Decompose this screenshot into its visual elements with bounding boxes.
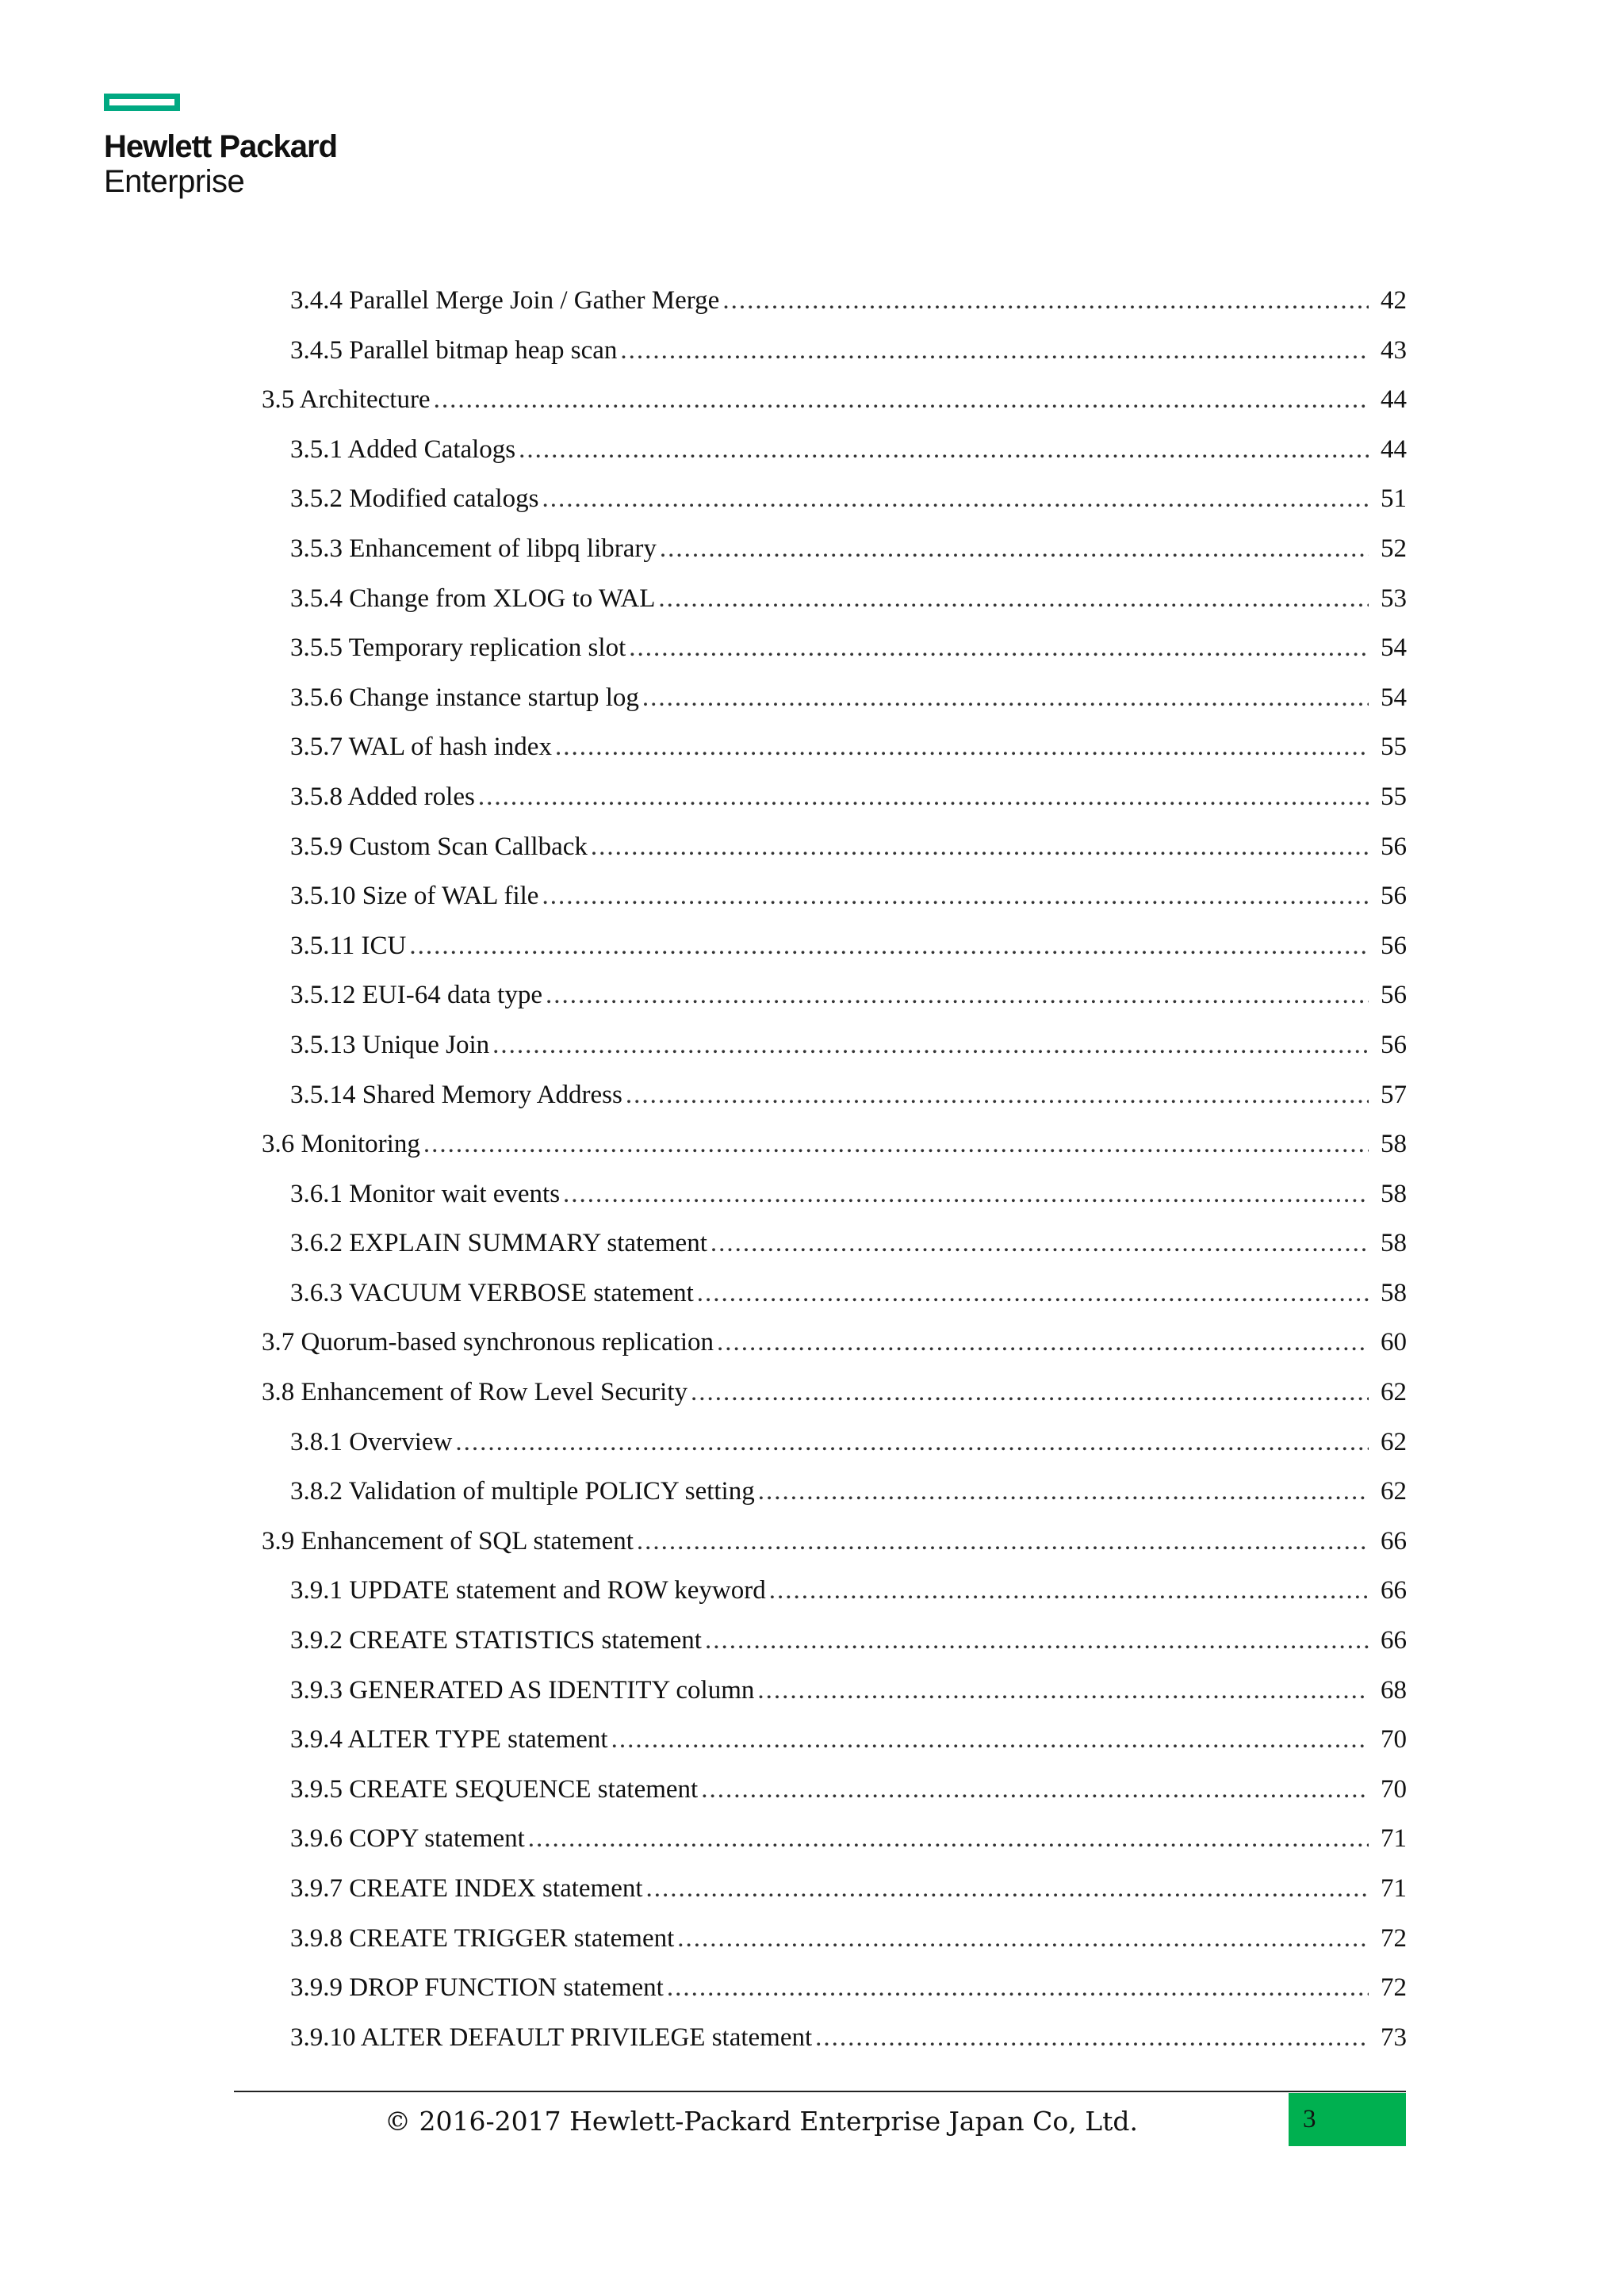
toc-entry[interactable] (262, 673, 1407, 723)
toc-dot-leader (667, 1963, 1369, 2012)
logo-text-line2: Enterprise (104, 164, 245, 199)
toc-entry-title: 3.9.7 CREATE INDEX statement (290, 1874, 643, 1903)
toc-dot-leader (646, 1864, 1369, 1913)
toc-entry-page: 56 (1381, 832, 1407, 861)
toc-entry[interactable] (262, 1169, 1407, 1219)
toc-entry-page: 55 (1381, 733, 1407, 762)
toc-entry-title: 3.5.9 Custom Scan Callback (290, 832, 588, 861)
toc-dot-leader (434, 375, 1369, 424)
toc-entry-title: 3.5.8 Added roles (290, 782, 475, 811)
toc-entry-page: 44 (1381, 434, 1407, 464)
toc-entry-page: 66 (1381, 1576, 1407, 1605)
toc-entry[interactable] (262, 425, 1407, 475)
toc-entry-page: 56 (1381, 882, 1407, 911)
toc-entry[interactable] (262, 772, 1407, 822)
toc-entry-title: 3.9.4 ALTER TYPE statement (290, 1725, 608, 1755)
toc-entry[interactable] (262, 1368, 1407, 1418)
toc-entry[interactable] (262, 921, 1407, 971)
toc-entry-title: 3.6 Monitoring (262, 1130, 420, 1159)
toc-entry-page: 66 (1381, 1526, 1407, 1556)
toc-entry-title: 3.4.4 Parallel Merge Join / Gather Merge (290, 286, 720, 315)
toc-dot-leader (611, 1715, 1369, 1764)
toc-entry-page: 56 (1381, 1030, 1407, 1059)
toc-entry-title: 3.8.1 Overview (290, 1427, 453, 1456)
footer-copyright: © 2016-2017 Hewlett-Packard Enterprise Japan Co, Ltd. (385, 2106, 1138, 2137)
toc-dot-leader (519, 425, 1369, 474)
toc-entry-page: 57 (1381, 1080, 1407, 1109)
toc-dot-leader (546, 970, 1369, 1020)
toc-dot-leader (705, 1616, 1369, 1665)
toc-dot-leader (815, 2013, 1369, 2062)
hpe-logo-mark (104, 94, 180, 111)
toc-entry[interactable] (262, 722, 1407, 772)
toc-entry[interactable] (262, 1566, 1407, 1616)
toc-dot-leader (455, 1418, 1369, 1467)
toc-entry-page: 70 (1381, 1725, 1407, 1755)
toc-entry[interactable] (262, 1914, 1407, 1964)
toc-entry-page: 66 (1381, 1626, 1407, 1655)
table-of-contents (262, 276, 1407, 2062)
footer-divider (234, 2091, 1406, 2092)
toc-entry-page: 52 (1381, 534, 1407, 563)
toc-dot-leader (660, 524, 1369, 573)
toc-dot-leader (677, 1914, 1369, 1963)
toc-entry-page: 44 (1381, 385, 1407, 415)
toc-entry-title: 3.9.3 GENERATED AS IDENTITY column (290, 1675, 755, 1705)
toc-entry-title: 3.9.1 UPDATE statement and ROW keyword (290, 1576, 766, 1605)
toc-entry-title: 3.4.5 Parallel bitmap heap scan (290, 335, 618, 365)
logo-text-line1: Hewlett Packard (104, 129, 338, 164)
toc-entry-page: 43 (1381, 335, 1407, 365)
toc-entry-title: 3.7 Quorum-based synchronous replication (262, 1328, 714, 1357)
toc-dot-leader (626, 1070, 1369, 1119)
toc-entry-page: 70 (1381, 1774, 1407, 1804)
toc-dot-leader (492, 1020, 1369, 1070)
toc-entry-title: 3.5.13 Unique Join (290, 1030, 490, 1059)
toc-dot-leader (542, 474, 1369, 523)
toc-dot-leader (620, 326, 1369, 375)
toc-entry-title: 3.9.9 DROP FUNCTION statement (290, 1973, 664, 2003)
toc-dot-leader (637, 1517, 1369, 1566)
toc-entry-title: 3.9.8 CREATE TRIGGER statement (290, 1923, 675, 1953)
toc-entry-page: 54 (1381, 683, 1407, 712)
toc-entry-title: 3.9 Enhancement of SQL statement (262, 1526, 634, 1556)
toc-entry[interactable] (262, 970, 1407, 1020)
toc-entry[interactable] (262, 1318, 1407, 1368)
toc-entry-title: 3.5.11 ICU (290, 931, 407, 960)
toc-dot-leader (710, 1219, 1369, 1268)
toc-entry[interactable] (262, 1814, 1407, 1864)
toc-entry-title: 3.5.1 Added Catalogs (290, 434, 516, 464)
toc-dot-leader (722, 276, 1369, 325)
toc-entry-page: 73 (1381, 2022, 1407, 2052)
toc-entry[interactable] (262, 1616, 1407, 1666)
toc-dot-leader (691, 1368, 1369, 1417)
toc-entry-page: 62 (1381, 1477, 1407, 1506)
toc-entry[interactable] (262, 1119, 1407, 1169)
toc-dot-leader (642, 673, 1369, 722)
toc-entry[interactable] (262, 2013, 1407, 2063)
toc-entry[interactable] (262, 1269, 1407, 1318)
toc-entry[interactable] (262, 1467, 1407, 1517)
toc-dot-leader (409, 921, 1369, 970)
toc-entry-page: 72 (1381, 1973, 1407, 2003)
toc-dot-leader (658, 574, 1369, 623)
toc-dot-leader (629, 623, 1369, 672)
toc-entry[interactable] (262, 276, 1407, 326)
toc-entry-title: 3.9.5 CREATE SEQUENCE statement (290, 1774, 699, 1804)
toc-entry[interactable] (262, 574, 1407, 624)
toc-entry-page: 72 (1381, 1923, 1407, 1953)
toc-entry-title: 3.5 Architecture (262, 385, 431, 415)
toc-entry-title: 3.9.6 COPY statement (290, 1824, 525, 1854)
toc-dot-leader (542, 871, 1369, 920)
toc-entry-title: 3.5.6 Change instance startup log (290, 683, 639, 712)
hpe-logo (104, 94, 337, 199)
toc-entry-page: 58 (1381, 1130, 1407, 1159)
toc-entry-title: 3.9.10 ALTER DEFAULT PRIVILEGE statement (290, 2022, 813, 2052)
toc-entry-page: 62 (1381, 1427, 1407, 1456)
toc-entry-title: 3.8 Enhancement of Row Level Security (262, 1378, 688, 1407)
toc-entry-page: 55 (1381, 782, 1407, 811)
toc-entry-page: 58 (1381, 1179, 1407, 1208)
toc-entry[interactable] (262, 1219, 1407, 1269)
toc-entry[interactable] (262, 1715, 1407, 1765)
toc-entry-title: 3.5.12 EUI-64 data type (290, 981, 542, 1010)
toc-entry-page: 71 (1381, 1874, 1407, 1903)
toc-entry-title: 3.5.7 WAL of hash index (290, 733, 552, 762)
toc-entry-page: 68 (1381, 1675, 1407, 1705)
toc-entry-page: 60 (1381, 1328, 1407, 1357)
toc-dot-leader (423, 1119, 1369, 1169)
toc-dot-leader (757, 1666, 1369, 1715)
toc-dot-leader (758, 1467, 1369, 1516)
toc-dot-leader (528, 1814, 1369, 1863)
toc-entry[interactable] (262, 871, 1407, 921)
toc-entry-page: 51 (1381, 484, 1407, 514)
toc-dot-leader (478, 772, 1369, 821)
toc-entry[interactable] (262, 1963, 1407, 2013)
toc-entry[interactable] (262, 474, 1407, 524)
toc-entry[interactable] (262, 1070, 1407, 1120)
toc-entry[interactable] (262, 623, 1407, 673)
toc-entry-title: 3.6.1 Monitor wait events (290, 1179, 561, 1208)
toc-entry-title: 3.6.2 EXPLAIN SUMMARY statement (290, 1229, 707, 1258)
toc-dot-leader (555, 722, 1369, 771)
toc-entry[interactable] (262, 524, 1407, 574)
toc-dot-leader (563, 1169, 1369, 1219)
toc-entry-title: 3.5.2 Modified catalogs (290, 484, 539, 514)
toc-entry[interactable] (262, 1765, 1407, 1815)
toc-entry-page: 56 (1381, 931, 1407, 960)
toc-entry[interactable] (262, 822, 1407, 872)
toc-entry[interactable] (262, 1020, 1407, 1070)
toc-entry-title: 3.6.3 VACUUM VERBOSE statement (290, 1278, 694, 1307)
toc-entry[interactable] (262, 1418, 1407, 1468)
toc-entry-title: 3.5.14 Shared Memory Address (290, 1080, 622, 1109)
toc-entry-title: 3.8.2 Validation of multiple POLICY setting (290, 1477, 755, 1506)
toc-entry-title: 3.5.4 Change from XLOG to WAL (290, 584, 656, 613)
toc-entry-page: 56 (1381, 981, 1407, 1010)
toc-entry-page: 58 (1381, 1278, 1407, 1307)
toc-entry[interactable] (262, 1666, 1407, 1716)
toc-entry-title: 3.5.5 Temporary replication slot (290, 633, 626, 663)
toc-dot-leader (697, 1269, 1369, 1318)
toc-dot-leader (769, 1566, 1369, 1615)
toc-dot-leader (717, 1318, 1369, 1367)
toc-entry-page: 62 (1381, 1378, 1407, 1407)
toc-dot-leader (701, 1765, 1369, 1814)
toc-dot-leader (591, 822, 1369, 871)
toc-entry-page: 58 (1381, 1229, 1407, 1258)
toc-entry-page: 54 (1381, 633, 1407, 663)
toc-entry[interactable] (262, 1517, 1407, 1567)
toc-entry[interactable] (262, 1864, 1407, 1914)
page-number-badge: 3 (1289, 2093, 1406, 2146)
toc-entry[interactable] (262, 375, 1407, 425)
toc-entry-title: 3.5.3 Enhancement of libpq library (290, 534, 657, 563)
toc-entry[interactable] (262, 326, 1407, 376)
toc-entry-page: 42 (1381, 286, 1407, 315)
toc-entry-title: 3.5.10 Size of WAL file (290, 882, 539, 911)
toc-entry-title: 3.9.2 CREATE STATISTICS statement (290, 1626, 702, 1655)
toc-entry-page: 71 (1381, 1824, 1407, 1854)
toc-entry-page: 53 (1381, 584, 1407, 613)
